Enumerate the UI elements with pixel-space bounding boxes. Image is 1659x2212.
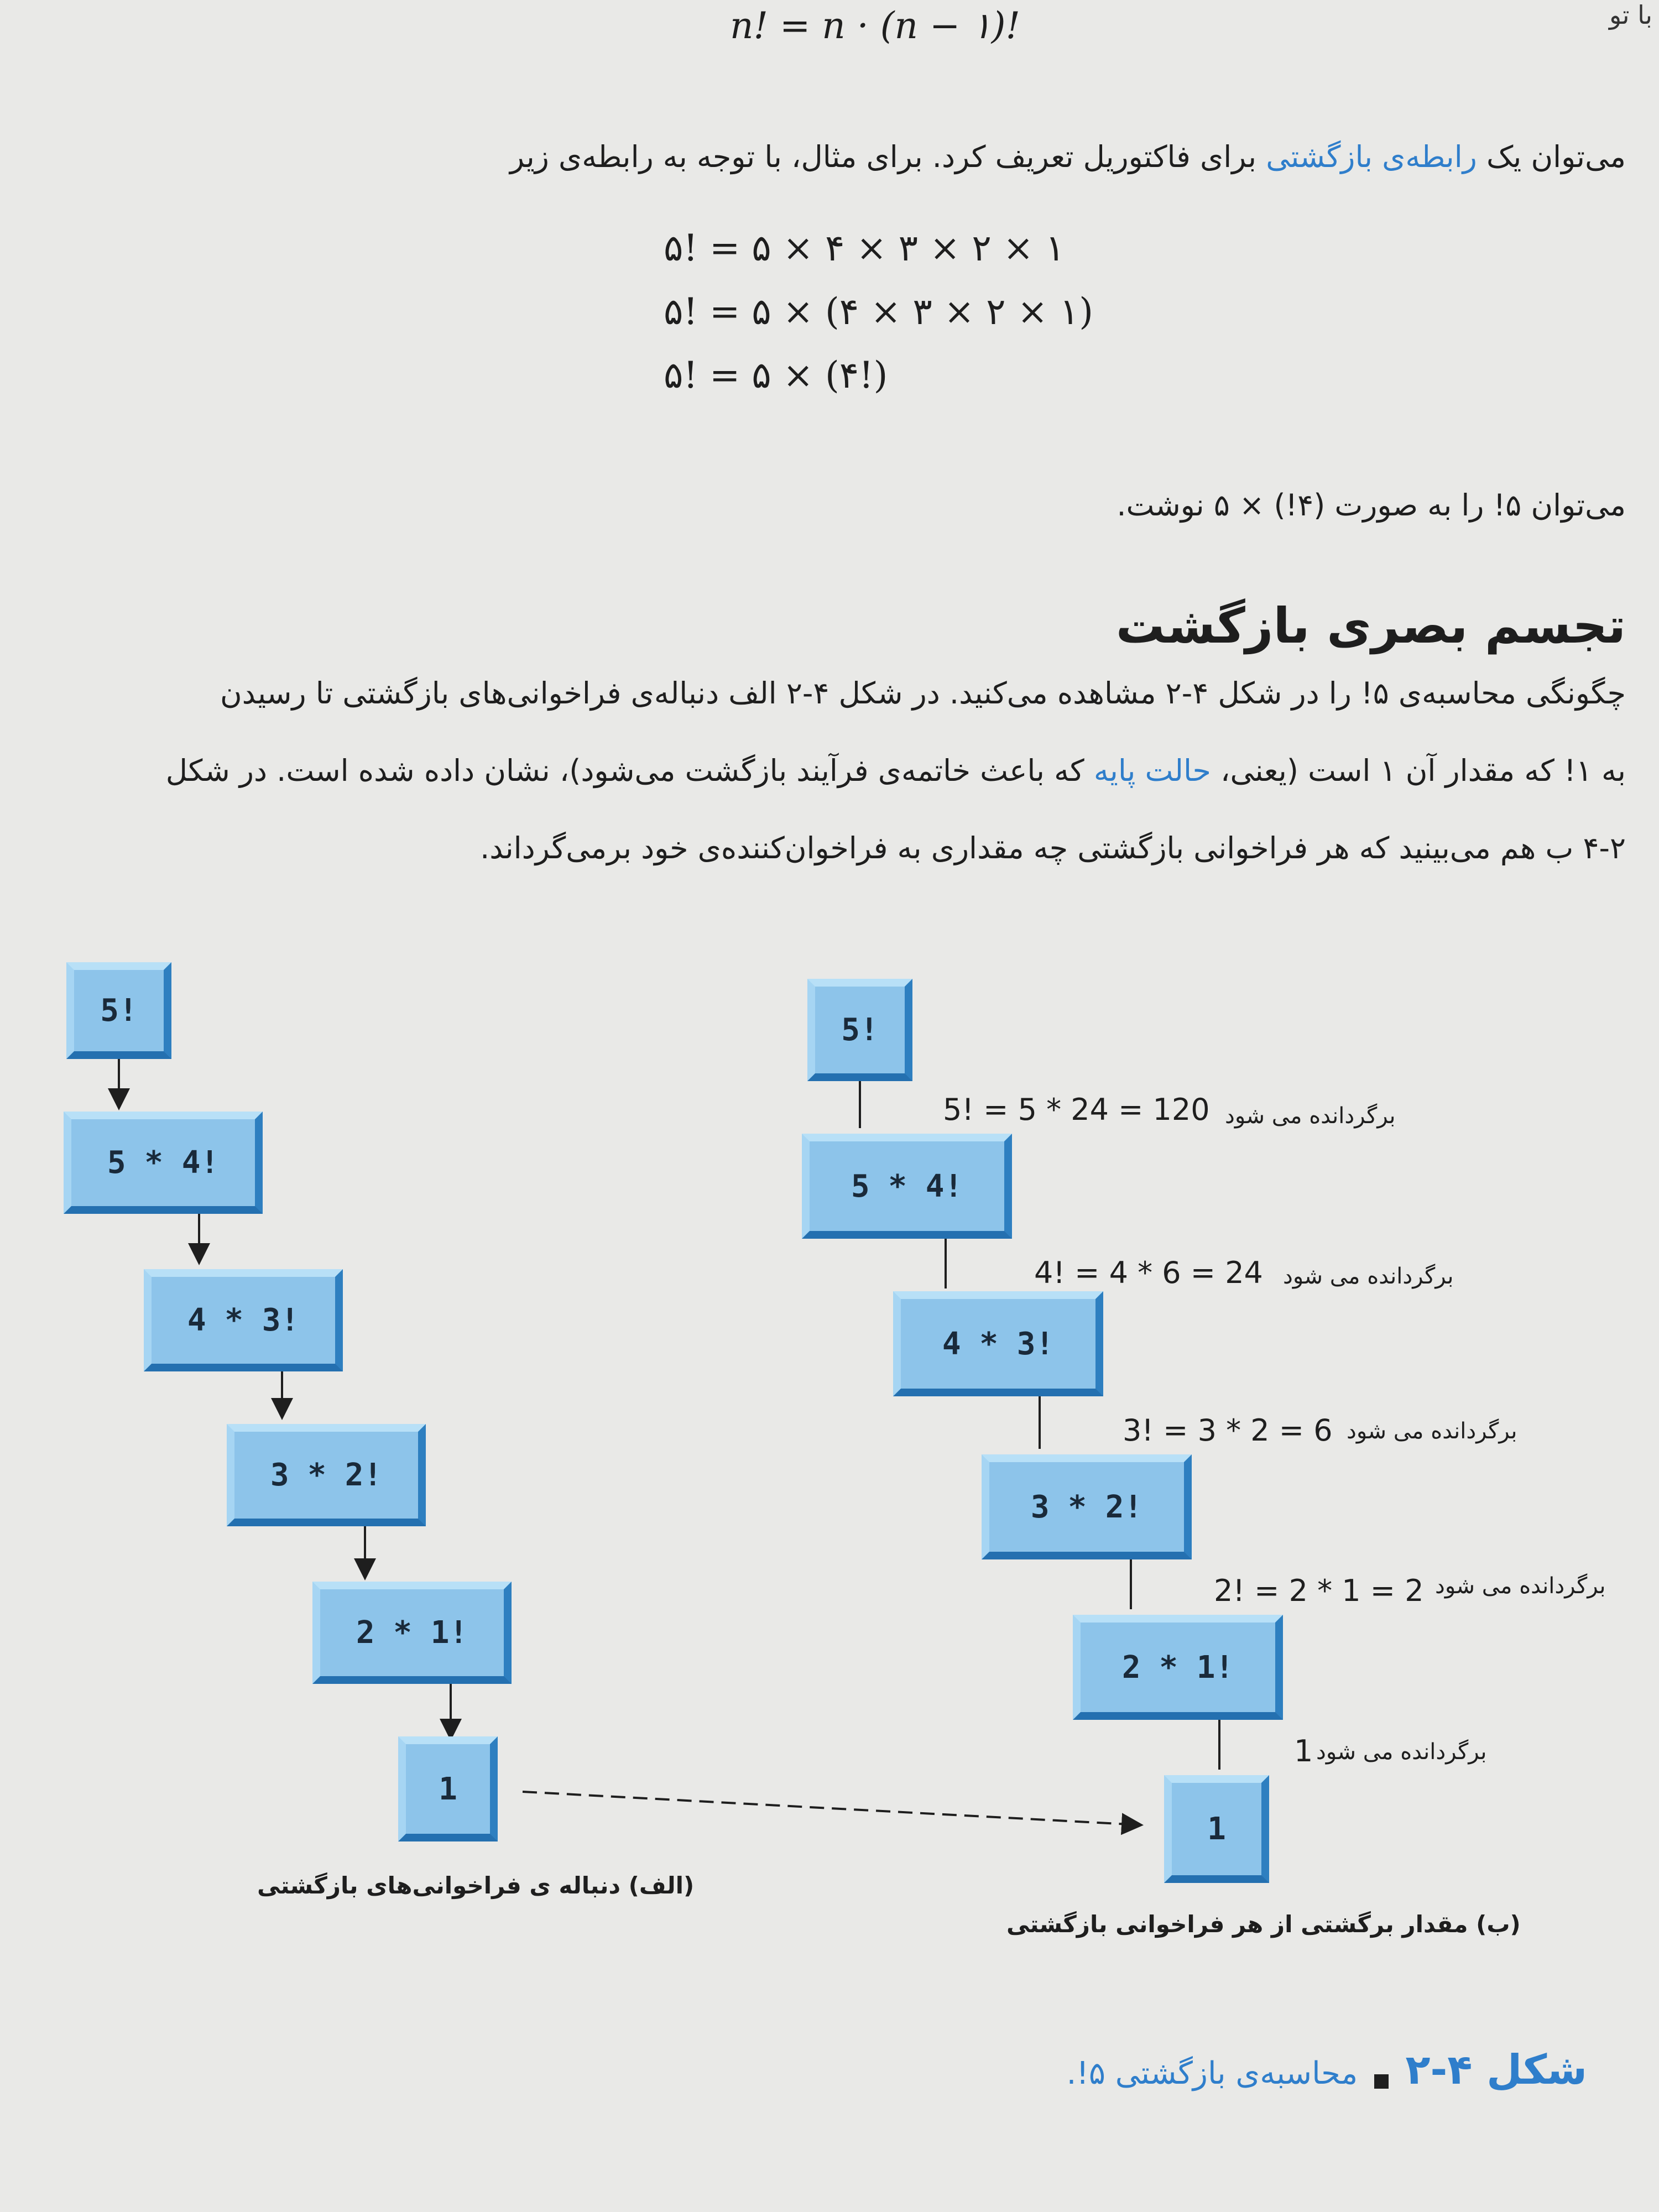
body-line-3: ۴-۲ ب هم می‌بینید که هر فراخوانی بازگشتی چه مقداری به فراخوان‌کننده‌ی خود برمی‌گرداند.	[480, 831, 1626, 865]
right-box-5-factorial: 5!	[807, 979, 912, 1081]
right-box-4-times-3: 4 * 3!	[893, 1291, 1103, 1396]
left-box-4-times-3: 4 * 3!	[144, 1269, 343, 1371]
bullet-square-icon	[1374, 2074, 1389, 2089]
equation-1: ۵! = ۵ × ۴ × ۳ × ۲ × ۱	[664, 227, 1065, 269]
return-label-2: برگردانده می شود	[1283, 1264, 1454, 1289]
intro-part2: برای فاکتوریل تعریف کرد. برای مثال، با توجه به رابطه‌ی زیر	[509, 139, 1257, 174]
left-box-3-times-2: 3 * 2!	[227, 1424, 426, 1526]
return-label-5: برگردانده می شود	[1316, 1739, 1487, 1765]
figure-title: محاسبه‌ی بازگشتی ۵!.	[1066, 2056, 1358, 2091]
left-box-1: 1	[398, 1736, 498, 1841]
section-heading: تجسم بصری بازگشت	[1115, 597, 1626, 654]
right-box-2-times-1: 2 * 1!	[1073, 1615, 1283, 1720]
right-box-5-times-4: 5 * 4!	[802, 1134, 1012, 1239]
recursive-relation-term: رابطه‌ی بازگشتی	[1266, 139, 1477, 174]
body-line-2-b: که باعث خاتمه‌ی فرآیند بازگشت می‌شود)، نشان داده شده است. در شکل	[165, 753, 1084, 788]
conclusion-paragraph: می‌توان ۵! را به صورت (۴!) × ۵ نوشت.	[1117, 488, 1626, 523]
return-label-3: برگردانده می شود	[1347, 1418, 1517, 1444]
return-value-5: 1	[1294, 1734, 1313, 1768]
right-box-3-times-2: 3 * 2!	[982, 1454, 1192, 1559]
corner-text: با تو	[1609, 0, 1652, 30]
figure-caption	[1067, 2046, 1587, 2094]
return-value-2: 4! = 4 * 6 = 24	[1034, 1255, 1263, 1290]
return-value-3: 3! = 3 * 2 = 6	[1123, 1413, 1333, 1448]
right-box-1: 1	[1164, 1775, 1269, 1883]
left-box-5-factorial: 5!	[66, 962, 171, 1059]
body-line-1: چگونگی محاسبه‌ی ۵! را در شکل ۴-۲ مشاهده می‌کنید. در شکل ۴-۲ الف دنباله‌ی فراخوانی‌های بازگشتی تا رسیدن	[220, 676, 1626, 711]
equation-2: ۵! = ۵ × (۴ × ۳ × ۲ × ۱)	[664, 290, 1094, 333]
base-case-term: حالت پایه	[1093, 753, 1211, 788]
caption-left: (الف) دنباله ی فراخوانی‌های بازگشتی	[257, 1872, 695, 1899]
equation-3: ۵! = ۵ × (۴!)	[664, 354, 888, 397]
return-label-4: برگردانده می شود	[1435, 1573, 1606, 1599]
caption-right: (ب) مقدار برگشتی از هر فراخوانی بازگشتی	[1006, 1911, 1521, 1938]
top-formula: n! = n · (n − ۱)!	[730, 4, 1020, 47]
left-box-5-times-4: 5 * 4!	[64, 1112, 263, 1214]
intro-part1: می‌توان یک	[1486, 139, 1626, 174]
return-value-4: 2! = 2 * 1 = 2	[1214, 1573, 1424, 1608]
return-label-1: برگردانده می شود	[1225, 1103, 1396, 1129]
body-line-2-a: به ۱! که مقدار آن ۱ است (یعنی،	[1220, 753, 1626, 788]
return-value-1: 5! = 5 * 24 = 120	[943, 1092, 1210, 1127]
dashed-connector	[523, 1792, 1139, 1825]
left-box-2-times-1: 2 * 1!	[312, 1582, 512, 1684]
figure-label: شکل ۴-۲	[1405, 2046, 1587, 2094]
